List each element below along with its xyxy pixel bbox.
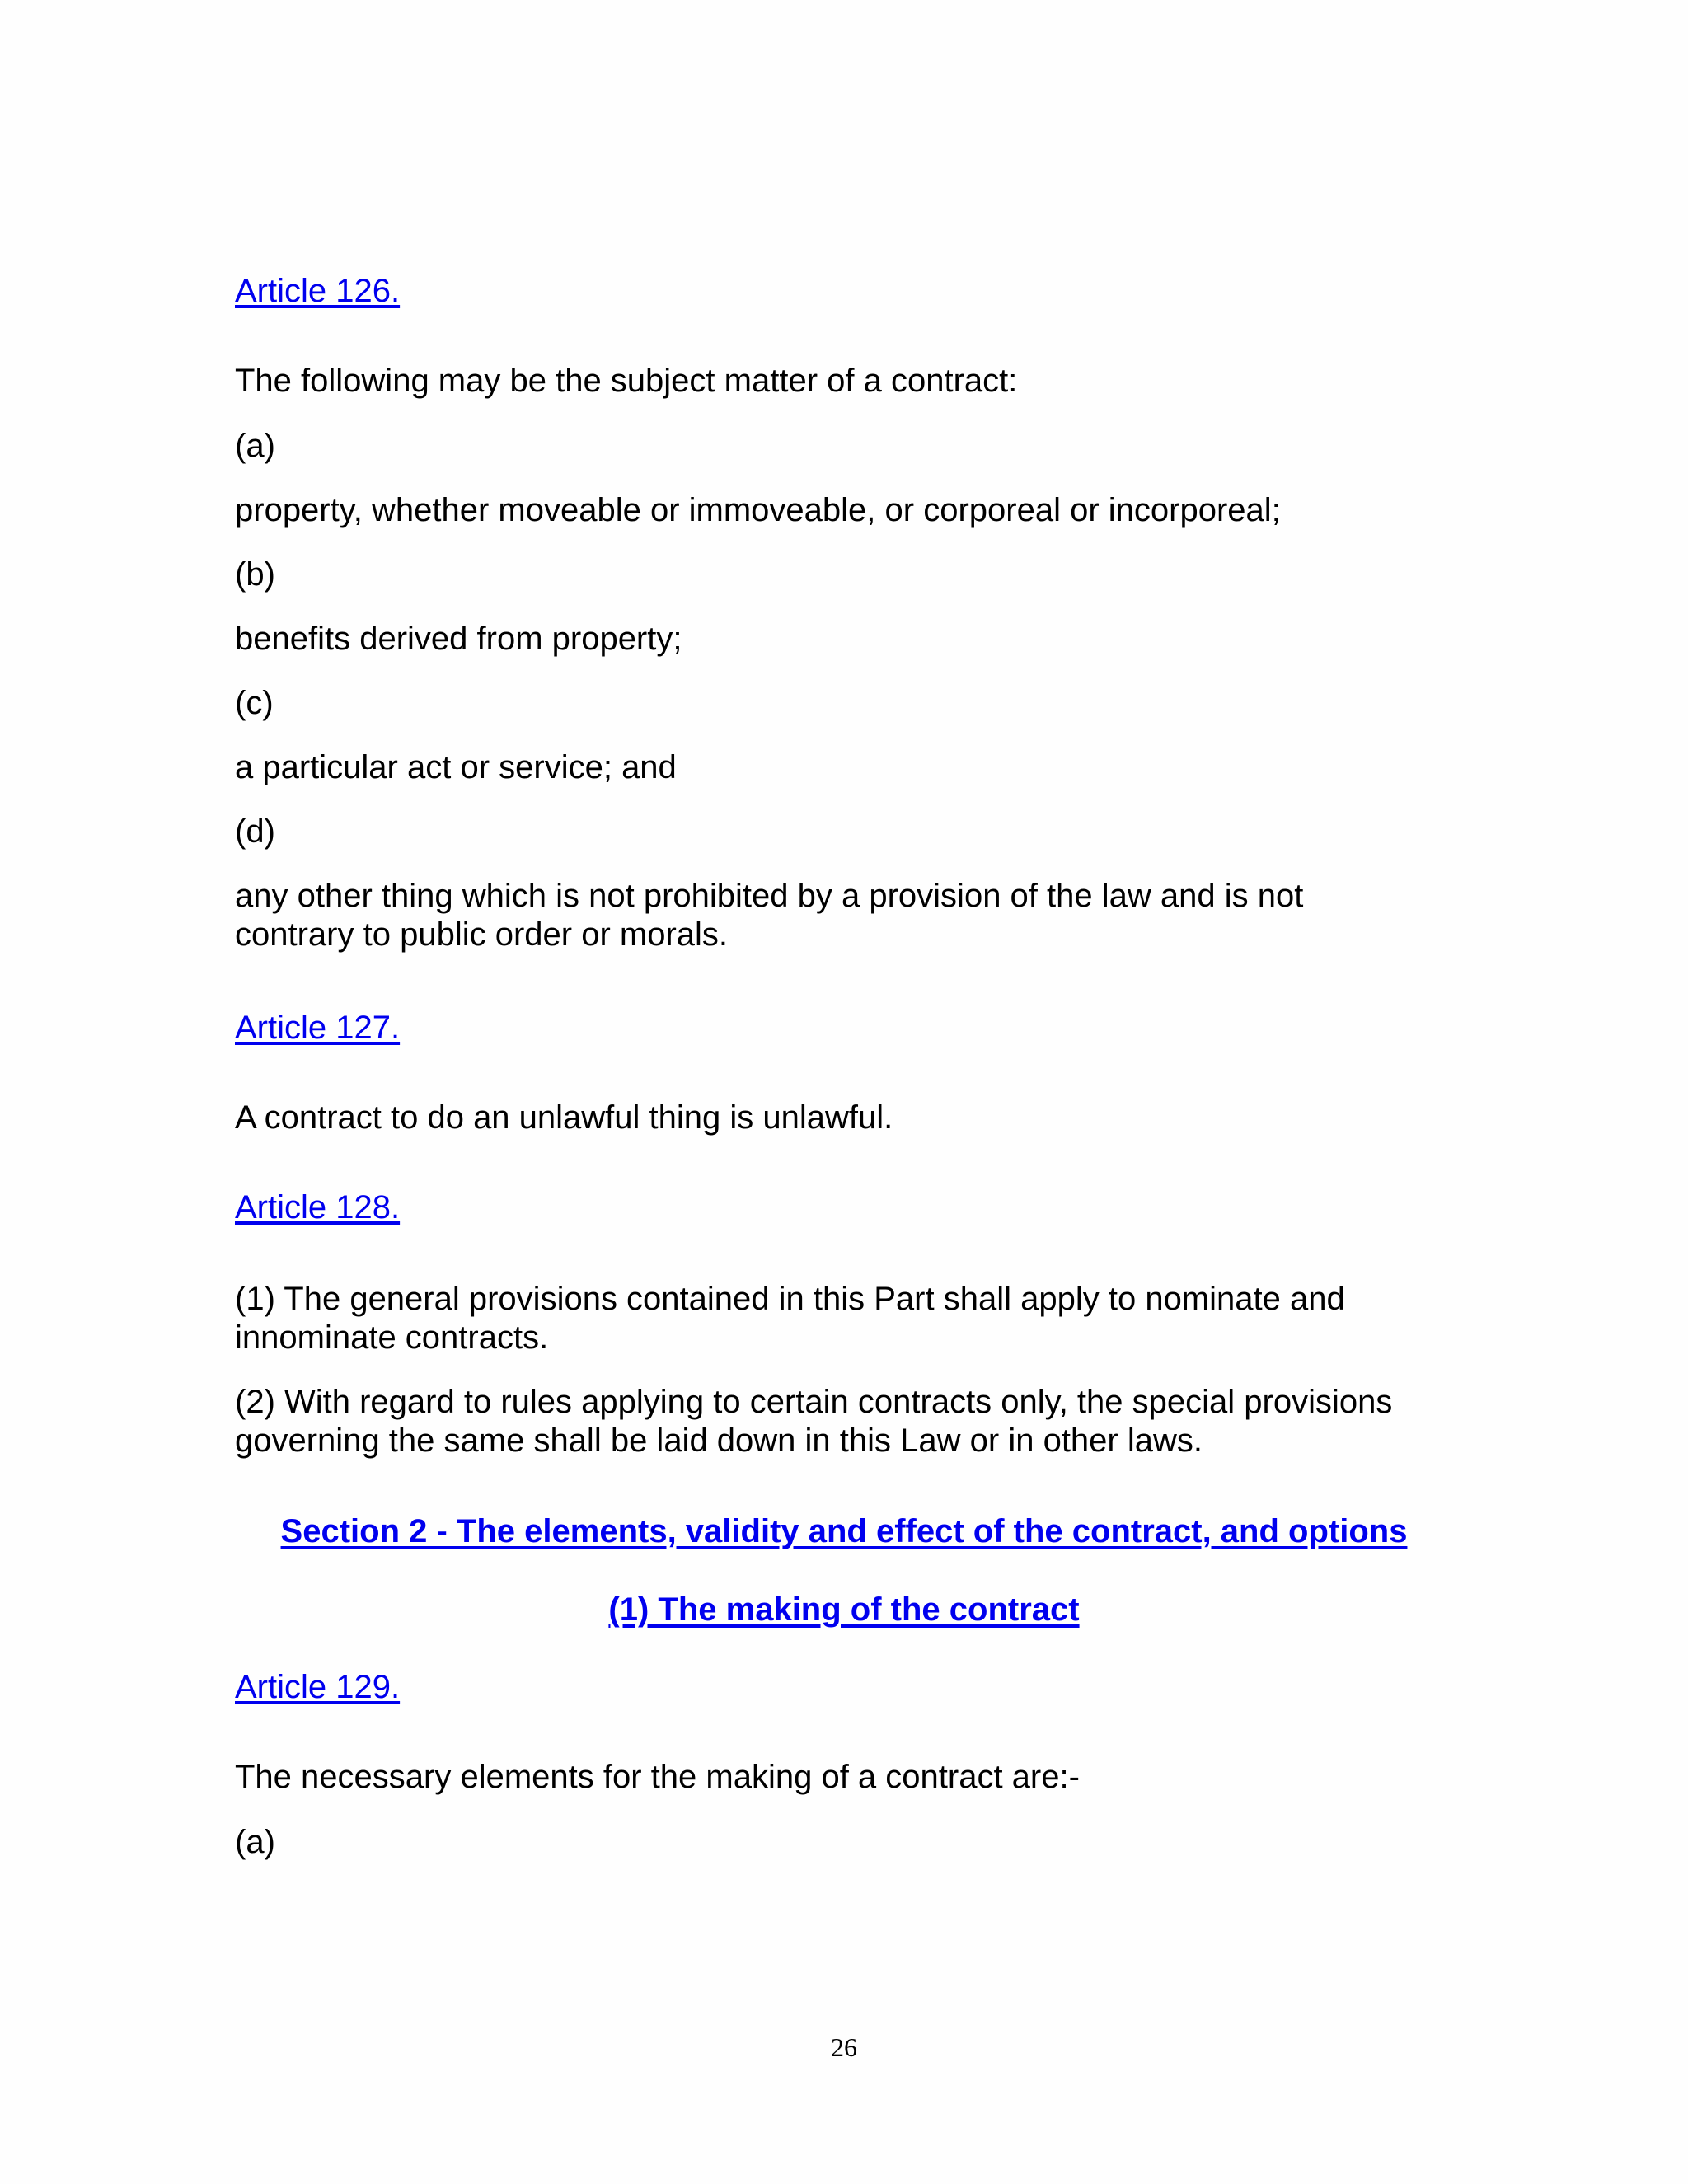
item-b-label: (b) — [235, 556, 275, 593]
page-number: 26 — [831, 2032, 857, 2062]
subsection-1-heading-link[interactable]: (1) The making of the contract — [608, 1591, 1080, 1628]
item-a-text: property, whether moveable or immoveable, or corporeal or incorporeal; — [235, 492, 1281, 528]
article-128-p1-line1: (1) The general provisions contained in this Part shall apply to nominate and — [235, 1281, 1345, 1317]
article-129-item-a-label: (a) — [235, 1824, 275, 1860]
article-127-link[interactable]: Article 127. — [235, 1010, 401, 1046]
item-d-text-line1: any other thing which is not prohibited by a provision of the law and is not — [235, 878, 1304, 914]
item-d-text-line2: contrary to public order or morals. — [235, 916, 729, 953]
item-c-label: (c) — [235, 685, 274, 721]
article-127-text: A contract to do an unlawful thing is unlawful. — [235, 1099, 893, 1136]
article-129-link[interactable]: Article 129. — [235, 1669, 401, 1705]
item-b-text: benefits derived from property; — [235, 621, 682, 657]
article-126-link[interactable]: Article 126. — [235, 273, 401, 309]
section-2-heading-link[interactable]: Section 2 - The elements, validity and effect of the contract, and options — [280, 1513, 1408, 1549]
item-d-label: (d) — [235, 813, 275, 850]
item-a-label: (a) — [235, 428, 275, 464]
article-128-p1-line2: innominate contracts. — [235, 1319, 549, 1356]
article-128-link[interactable]: Article 128. — [235, 1189, 401, 1226]
article-129-intro: The necessary elements for the making of a contract are:- — [235, 1759, 1080, 1795]
article-126-intro: The following may be the subject matter of a contract: — [235, 363, 1018, 399]
article-128-p2-line1: (2) With regard to rules applying to certain contracts only, the special provisions — [235, 1384, 1393, 1420]
article-128-p2-line2: governing the same shall be laid down in this Law or in other laws. — [235, 1422, 1203, 1459]
item-c-text: a particular act or service; and — [235, 749, 677, 785]
